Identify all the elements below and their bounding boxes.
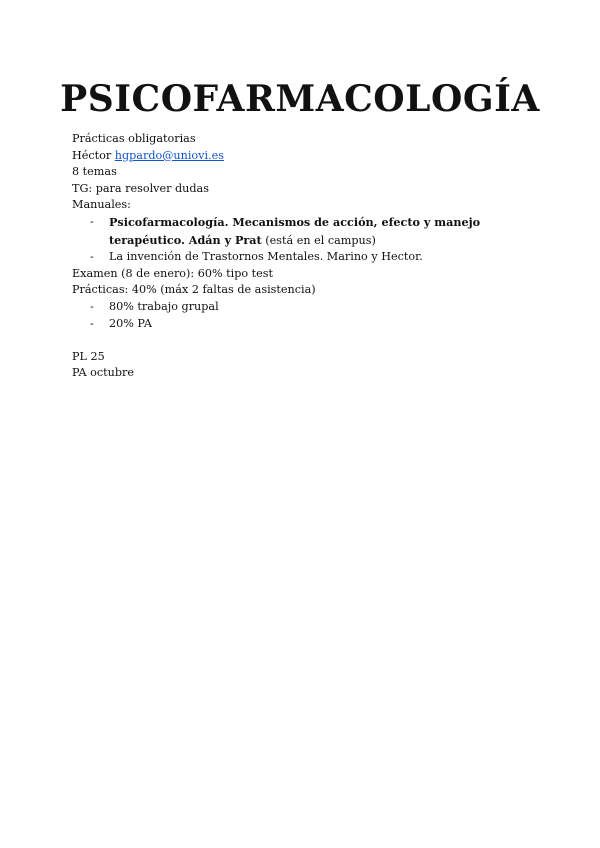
practicas-item-2: 20% PA: [109, 316, 153, 330]
list-item: [72, 249, 542, 266]
list-item: [72, 299, 542, 316]
pa-line: PA octubre: [72, 366, 134, 380]
manual-1-title: Psicofarmacología. Mecanismos de acción, efecto y manejo terapéutico. Adán y Prat: [109, 214, 481, 247]
document-body: [72, 131, 542, 382]
blank-line: [72, 332, 542, 349]
hector-email-link[interactable]: hgpardo@uniovi.es: [114, 148, 224, 162]
manuales-heading: Manuales:: [72, 198, 131, 212]
practicas-list: [72, 299, 542, 332]
manual-2-title: La invención de Trastornos Mentales. Marino y Hector.: [109, 250, 423, 264]
manuales-list: [72, 214, 542, 266]
list-item: [72, 316, 542, 333]
examen-line: Examen (8 de enero): 60% tipo test: [72, 266, 274, 280]
manual-1-note: (está en el campus): [261, 233, 376, 247]
temas-line: 8 temas: [72, 165, 117, 179]
practicas-item-1: 80% trabajo grupal: [109, 299, 219, 313]
hector-label: Héctor: [72, 148, 115, 162]
list-item: [72, 214, 542, 249]
tg-line: TG: para resolver dudas: [72, 181, 209, 195]
practicas-obligatorias-line: Prácticas obligatorias: [72, 132, 196, 145]
document-title: PSICOFARMACOLOGÍA: [60, 78, 540, 120]
pl-line: PL 25: [72, 349, 105, 363]
practicas-line: Prácticas: 40% (máx 2 faltas de asistencia): [72, 283, 316, 297]
hector-contact-line: [72, 148, 542, 165]
